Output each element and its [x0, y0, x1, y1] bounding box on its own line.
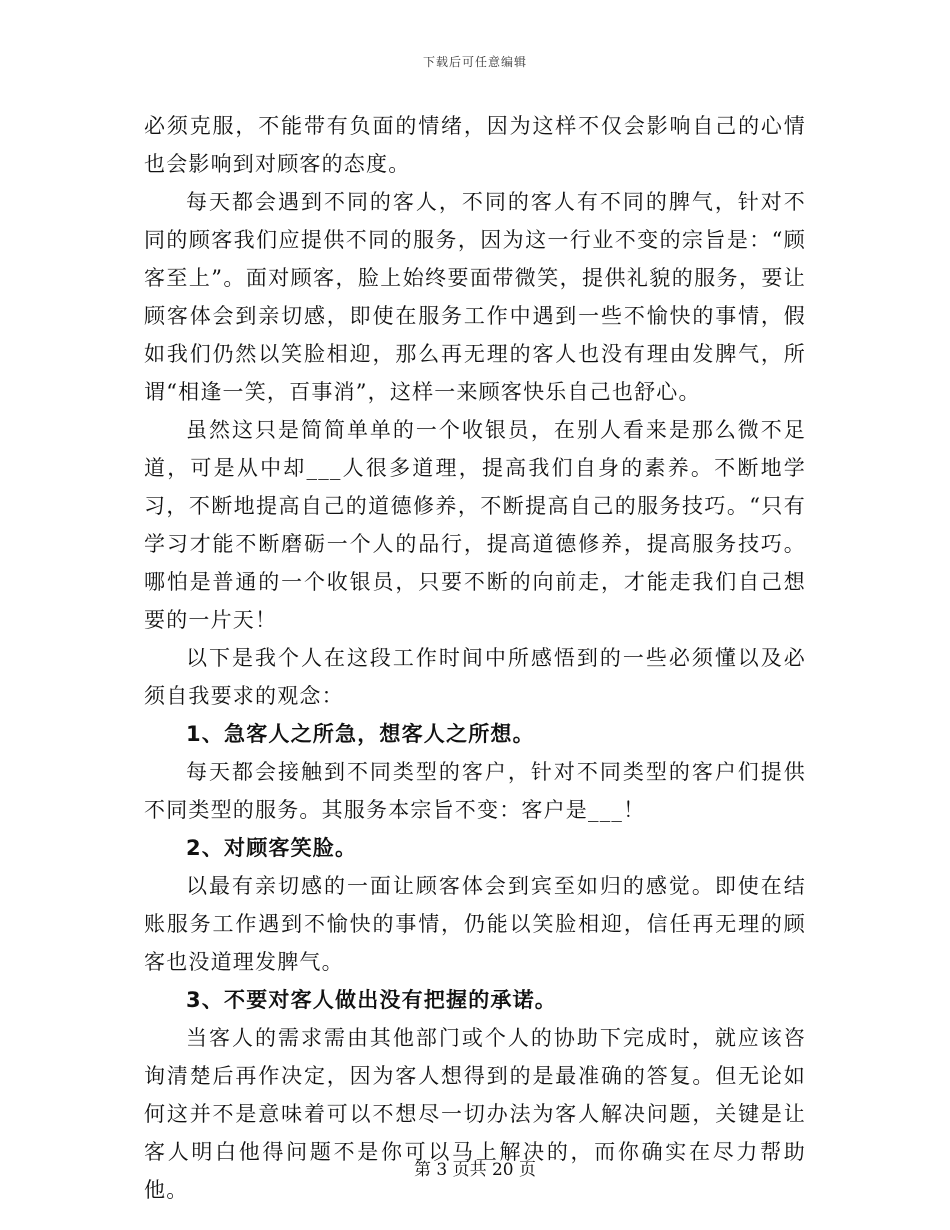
paragraph-continuation: 必须克服，不能带有负面的情绪，因为这样不仅会影响自己的心情也会影响到对顾客的态度。 — [144, 114, 806, 176]
section-heading-1: 1、急客人之所急，想客人之所想。 — [186, 722, 535, 746]
page-number: 第 3 页共 20 页 — [413, 1160, 537, 1180]
page-header: 下载后可任意编辑 — [422, 55, 527, 69]
paragraph-cashier-growth: 虽然这只是简简单单的一个收银员，在别人看来是那么微不足道，可是从中却___人很多道理，提高我们自身的素养。不断地学习，不断地提高自己的道德修养，不断提高自己的服务技巧。“只有学习才能不断磨砺一个人的品行，提高道德修养，提高服务技巧。哪怕是普通的一个收银员，只要不断的向前走，才能走我们自己想要的一片天！ — [144, 418, 806, 632]
section-heading-2: 2、对顾客笑脸。 — [186, 836, 358, 860]
paragraph-section-3: 当客人的需求需由其他部门或个人的协助下完成时，就应该咨询清楚后再作决定，因为客人想得到的是最准确的答复。但无论如何这并不是意味着可以不想尽一切办法为客人解决问题，关键是让客人明白他得问题不是你可以马上解决的，而你确实在尽力帮助他。 — [144, 1026, 806, 1202]
paragraph-section-2: 以最有亲切感的一面让顾客体会到宾至如归的感觉。即使在结账服务工作遇到不愉快的事情，仍能以笑脸相迎，信任再无理的顾客也没道理发脾气。 — [144, 874, 806, 974]
paragraph-concepts-intro: 以下是我个人在这段工作时间中所感悟到的一些必须懂以及必须自我要求的观念： — [144, 646, 806, 708]
paragraph-section-1: 每天都会接触到不同类型的客户，针对不同类型的客户们提供不同类型的服务。其服务本宗旨不变：客户是___！ — [144, 760, 806, 822]
document-body — [144, 107, 806, 1209]
section-heading-3: 3、不要对客人做出没有把握的承诺。 — [186, 988, 558, 1012]
paragraph-customer-service: 每天都会遇到不同的客人，不同的客人有不同的脾气，针对不同的顾客我们应提供不同的服务，因为这一行业不变的宗旨是：“顾客至上”。面对顾客，脸上始终要面带微笑，提供礼貌的服务，要让顾客体会到亲切感，即使在服务工作中遇到一些不愉快的事情，假如我们仍然以笑脸相迎，那么再无理的客人也没有理由发脾气，所谓“相逢一笑，百事消”，这样一来顾客快乐自己也舒心。 — [144, 190, 806, 404]
